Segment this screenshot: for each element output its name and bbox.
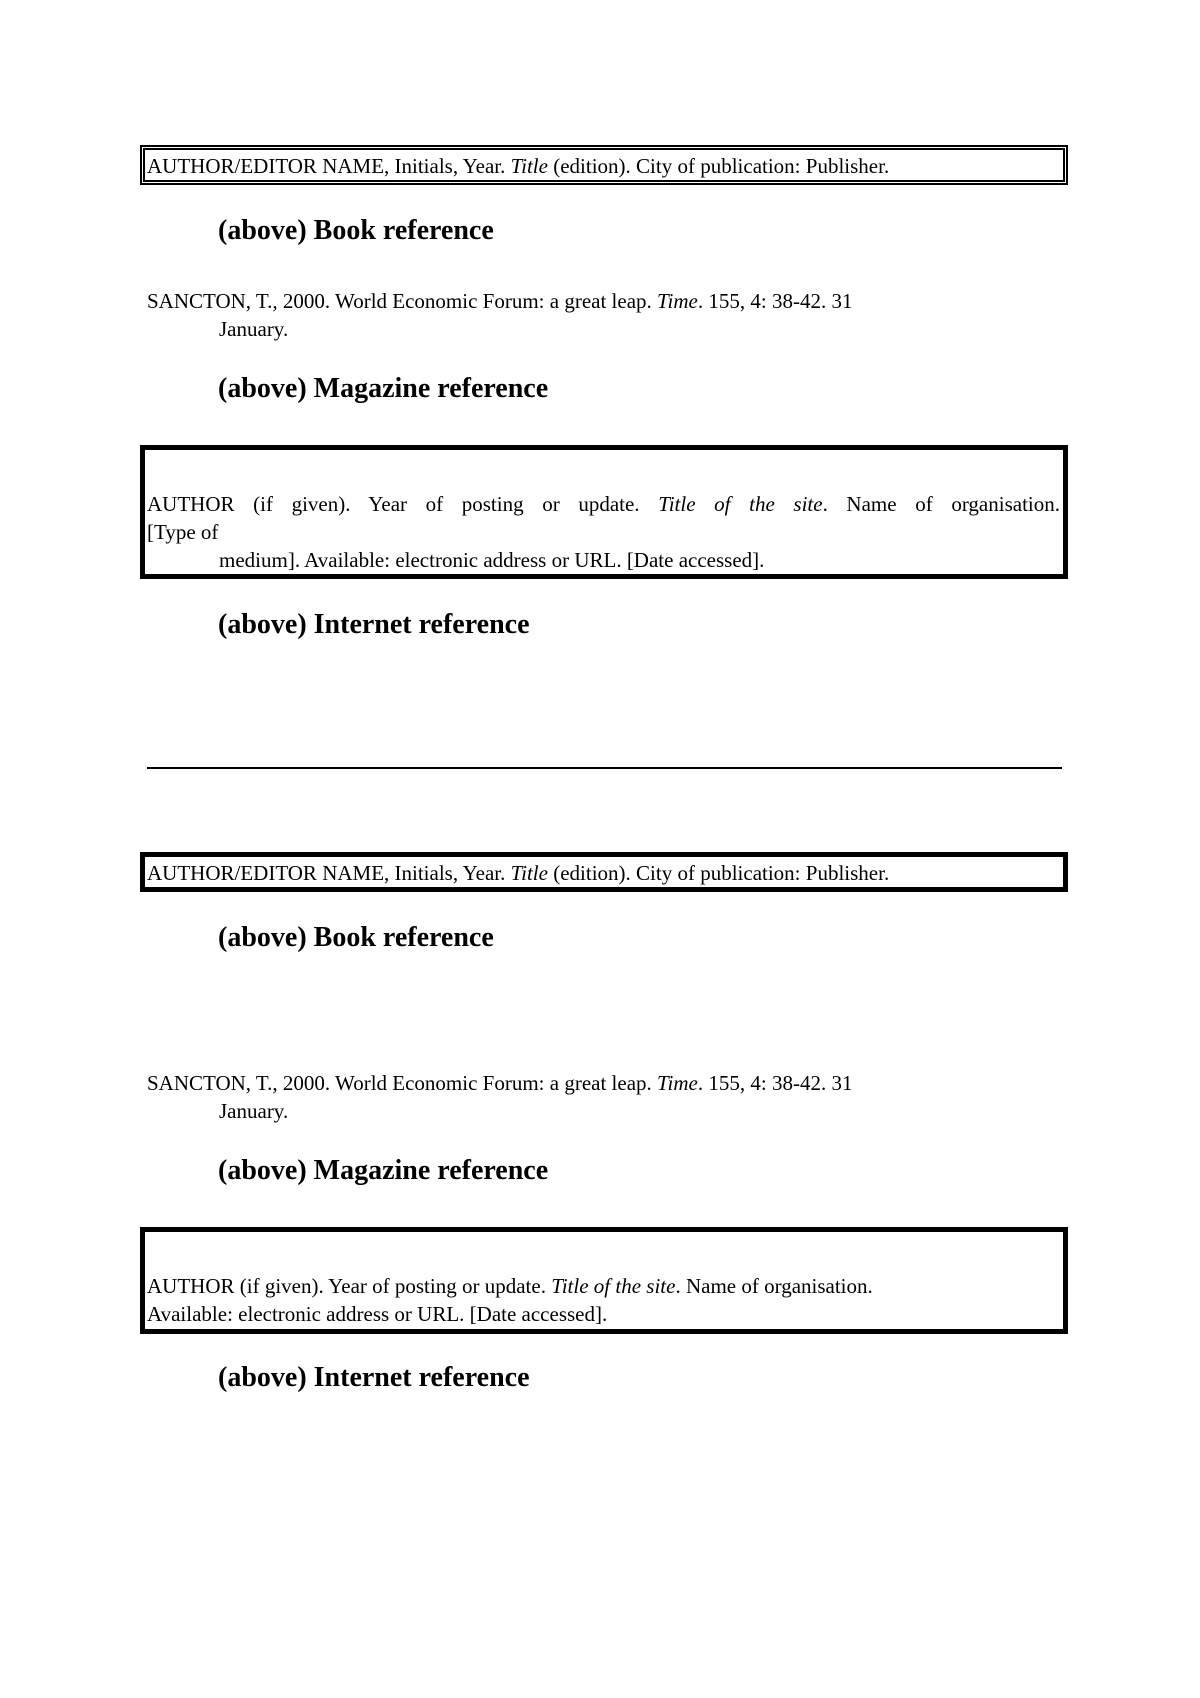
internet-reference-line-1 [147,490,1060,518]
magazine-reference-line-1-2 [147,1069,852,1097]
book-author: AUTHOR/EDITOR NAME, Initials, Year. [147,154,506,178]
internet-reference-line-2-2: Available: electronic address or URL. [Date accessed]. [147,1302,608,1326]
book-title: Title [510,861,548,885]
internet-reference-caption-2: (above) Internet reference [218,1362,530,1393]
internet-text-before: AUTHOR (if given). Year of posting or update. [147,492,640,516]
section-divider [147,767,1062,769]
internet-reference-line-1-2 [147,1272,873,1300]
magazine-text-before: SANCTON, T., 2000. World Economic Forum: a great leap. [147,1071,652,1095]
magazine-title: Time [657,1071,698,1095]
internet-text-before: AUTHOR (if given). Year of posting or update. [147,1274,546,1298]
internet-reference-caption: (above) Internet reference [218,609,530,640]
book-reference-text-2 [147,859,889,887]
book-title: Title [510,154,548,178]
book-author: AUTHOR/EDITOR NAME, Initials, Year. [147,861,506,885]
book-reference-caption: (above) Book reference [218,215,494,246]
magazine-reference-line-2: January. [219,317,289,341]
magazine-reference-caption: (above) Magazine reference [218,373,549,404]
internet-site-title: Title of the site [658,492,823,516]
book-rest: (edition). City of publication: Publisher. [553,154,890,178]
magazine-text-before: SANCTON, T., 2000. World Economic Forum: a great leap. [147,289,652,313]
magazine-text-after: . 155, 4: 38-42. 31 [697,289,853,313]
magazine-reference-caption-2: (above) Magazine reference [218,1155,549,1186]
book-reference-text [147,152,889,180]
book-rest: (edition). City of publication: Publisher. [553,861,890,885]
internet-text-after: . Name of organisation. [822,492,1060,516]
internet-text-after: . Name of organisation. [675,1274,873,1298]
magazine-reference-line-2-2: January. [219,1099,289,1123]
magazine-title: Time [657,289,698,313]
internet-reference-line-3: medium]. Available: electronic address or URL. [Date accessed]. [219,548,765,572]
magazine-reference-line-1 [147,287,852,315]
internet-reference-line-2: [Type of [147,520,219,544]
book-reference-caption-2: (above) Book reference [218,922,494,953]
magazine-text-after: . 155, 4: 38-42. 31 [697,1071,853,1095]
internet-site-title: Title of the site [551,1274,676,1298]
